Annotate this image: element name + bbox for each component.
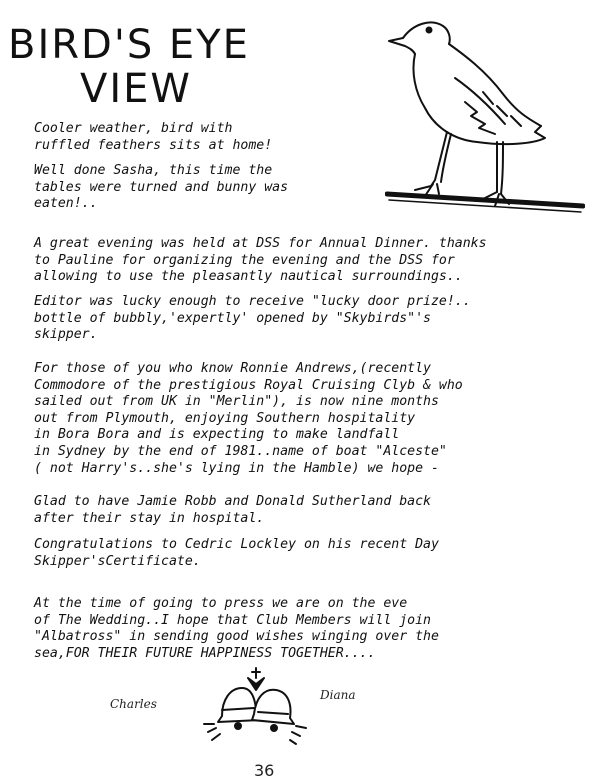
intro-paragraph-2: Well done Sasha, this time the tables were turned and bunny was eaten!.. [34, 163, 289, 212]
intro-paragraph-1: Cooler weather, bird with ruffled feathers sits at home! [34, 121, 273, 153]
title-line-1: BIRD'S EYE [8, 22, 250, 68]
title-line-2: VIEW [80, 66, 192, 112]
paragraph-ronnie-andrews: For those of you who know Ronnie Andrews,(recently Commodore of the prestigious Royal Cruising Clyb & who sailed out from UK in "Merlin"), is now nine months out from Plymouth, enjoying Southern hospitality in Bora Bora and is expecting to make landfall in Sydney by the end of 1981..name of boat "Alceste" ( not Harry's..she's lying in the Hamble) we hope - [34, 361, 463, 476]
page-number: 36 [254, 761, 275, 780]
paragraph-hospital: Glad to have Jamie Robb and Donald Sutherland back after their stay in hospital. [34, 494, 431, 526]
paragraph-door-prize: Editor was lucky enough to receive "lucky door prize!.. bottle of bubbly,'expertly' opened by "Skybirds"'s skipper. [34, 294, 471, 343]
wedding-bells-illustration [200, 666, 310, 746]
paragraph-annual-dinner: A great evening was held at DSS for Annual Dinner. thanks to Pauline for organizing the evening and the DSS for allowing to use the pleasantly nautical surroundings.. [34, 236, 487, 285]
paragraph-congratulations: Congratulations to Cedric Lockley on his recent Day Skipper'sCertificate. [34, 537, 439, 569]
paragraph-wedding: At the time of going to press we are on the eve of The Wedding..I hope that Club Members will join "Albatross" in sending good wishes winging over the sea,FOR THEIR FUTURE HAPPINESS TOGETHER.... [34, 596, 439, 661]
seagull-illustration [385, 8, 585, 220]
signature-left: Charles [110, 697, 157, 711]
signature-right: Diana [320, 688, 356, 702]
